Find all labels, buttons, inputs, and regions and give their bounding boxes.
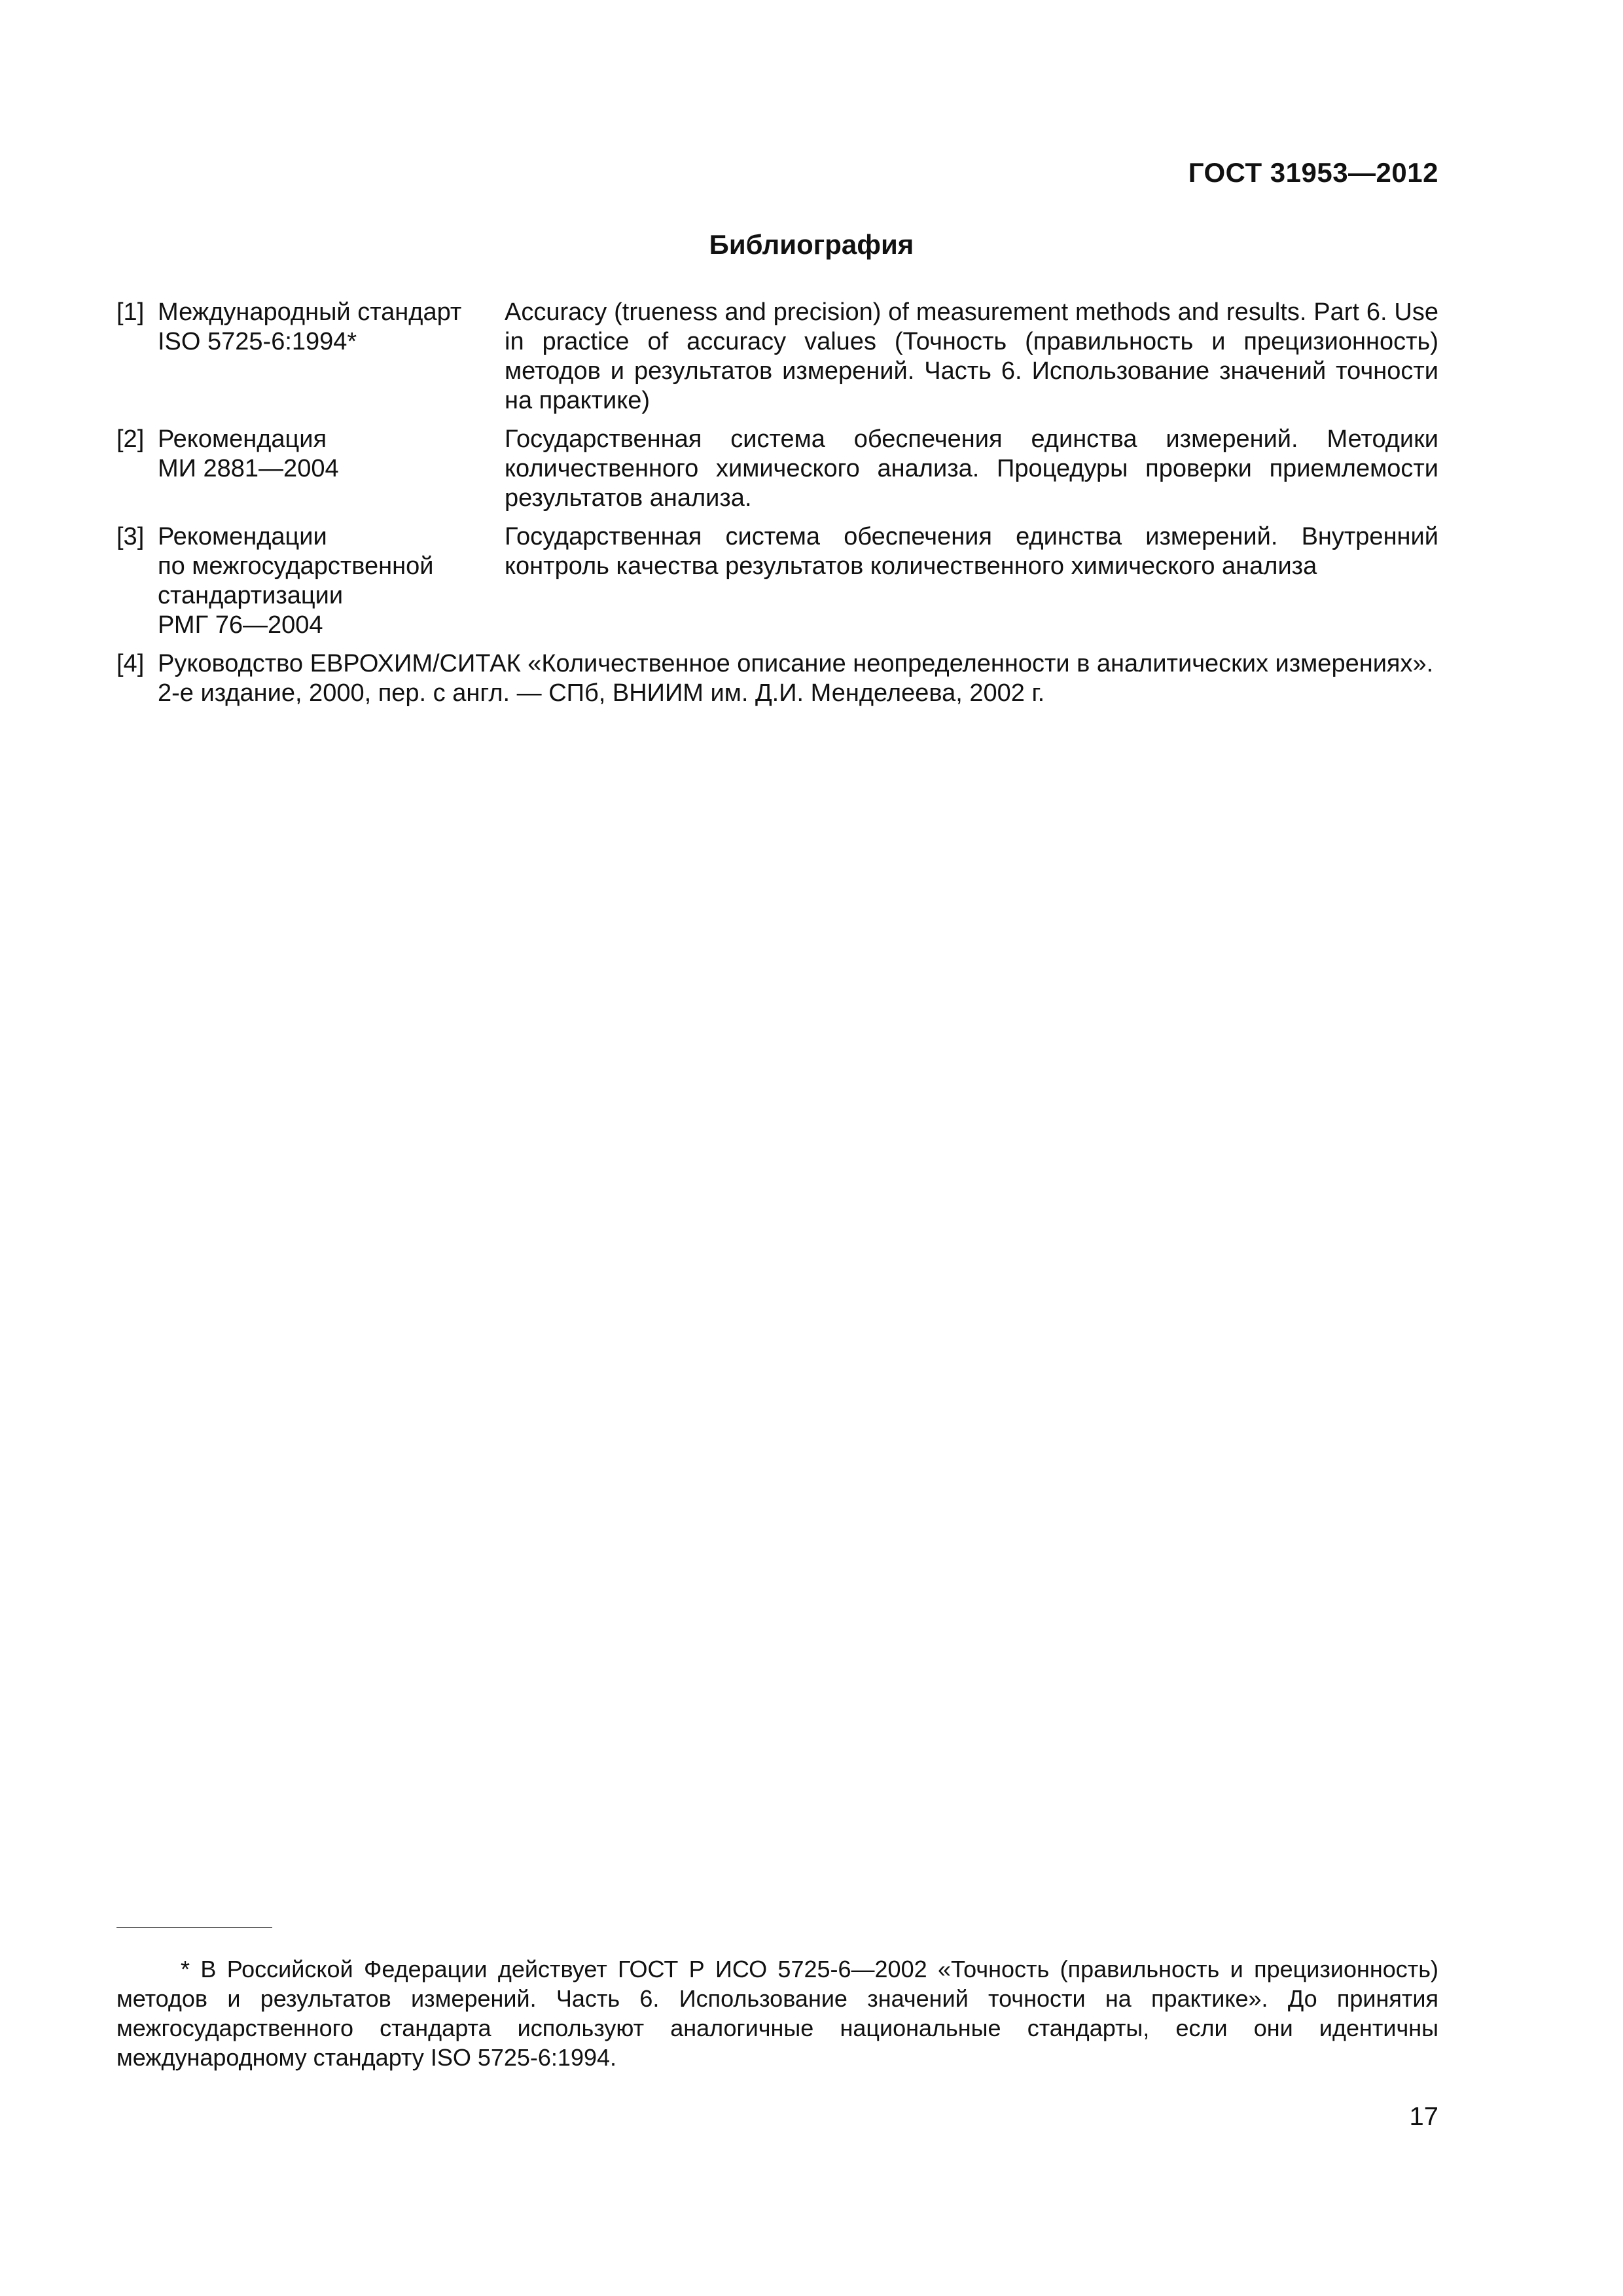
footnote: * В Российской Федерации действует ГОСТ Р ИСО 5725-6—2002 «Точность (правильность и прецизионность) методов и результатов измерений. Часть 6. Использование значений точности на практике». До принятия межгосударственного стандарта используют аналогичные национальные стандарты, если они идентичны международному стандарту ISO 5725-6:1994. — [116, 1956, 1438, 2071]
entry-number: [4] — [116, 650, 145, 677]
entry-number: [2] — [116, 425, 145, 453]
entry-number: [3] — [116, 523, 145, 550]
entry-description: Государственная система обеспечения единства измерений. Методики количественного химического анализа. Процедуры проверки приемлемости результатов анализа. — [505, 425, 1438, 512]
bibliography-list — [116, 298, 1438, 717]
entry-number: [1] — [116, 298, 145, 326]
entry-text: Руководство ЕВРОХИМ/СИТАК «Количественное описание неопределенности в аналитических измерениях». 2-е издание, 2000, пер. с англ. — СПб, ВНИИМ им. Д.И. Менделеева, 2002 г. — [158, 650, 1434, 707]
document-designation: ГОСТ 31953—2012 — [1188, 157, 1438, 188]
page-number: 17 — [1409, 2102, 1438, 2131]
bibliography-entry — [116, 425, 1438, 513]
page-title: Библиография — [709, 229, 914, 260]
entry-source: Международный стандарт ISO 5725-6:1994* — [158, 298, 462, 355]
entry-source: Рекомендации по межгосударственной стандартизации РМГ 76—2004 — [158, 523, 434, 639]
bibliography-entry — [116, 522, 1438, 640]
bibliography-entry — [116, 649, 1438, 708]
entry-description: Государственная система обеспечения единства измерений. Внутренний контроль качества результатов количественного химического анализа — [505, 523, 1438, 580]
footnote-divider — [116, 1927, 272, 1928]
entry-description: Accuracy (trueness and precision) of measurement methods and results. Part 6. Use in practice of accuracy values (Точность (правильность и прецизионность) методов и результатов измерений. Часть 6. Использование значений точности на практике) — [505, 298, 1438, 414]
entry-source: Рекомендация МИ 2881—2004 — [158, 425, 339, 482]
bibliography-entry — [116, 298, 1438, 416]
